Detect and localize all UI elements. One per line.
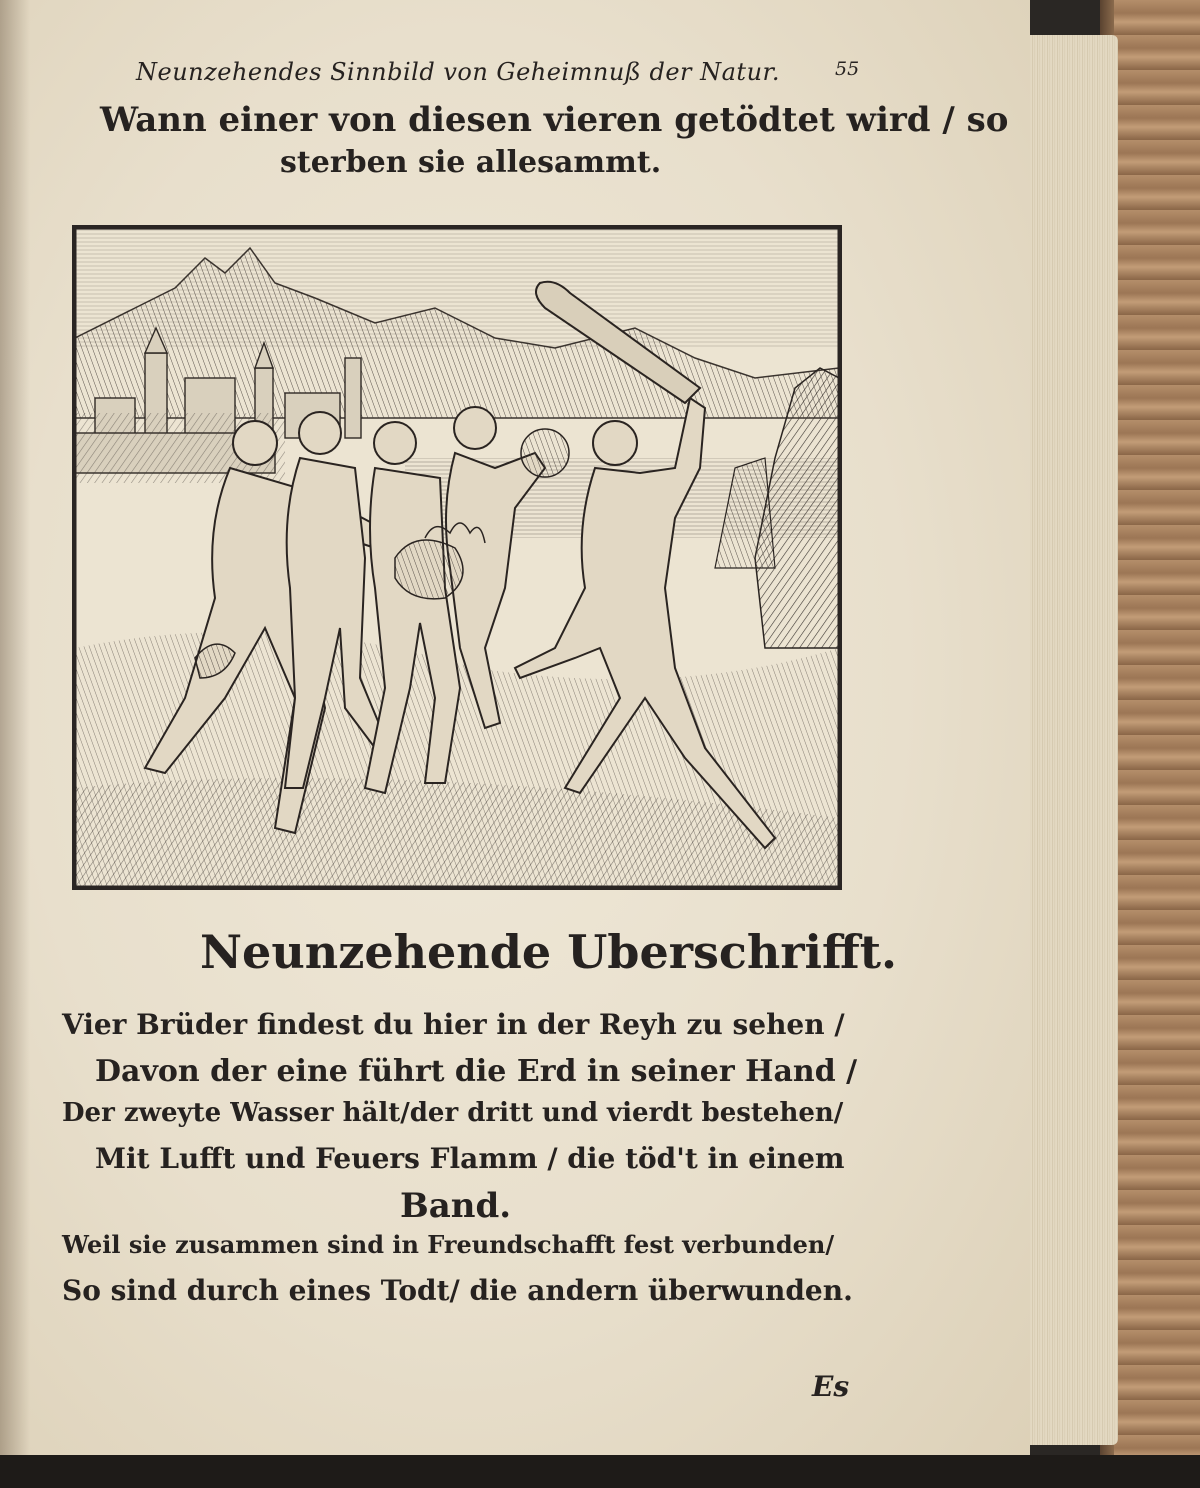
catchword: Es <box>812 1370 850 1403</box>
page-number: 55 <box>835 58 860 80</box>
verse-line-2: Davon der eine führt die Erd in seiner Hand / <box>95 1054 858 1089</box>
verse-line-5: Band. <box>400 1186 512 1226</box>
emblem-title-line-1: Wann einer von diesen vieren getödtet wird / so <box>100 100 1009 140</box>
verse-line-7: So sind durch eines Todt/ die andern überwunden. <box>62 1274 853 1307</box>
spine-shadow <box>0 0 30 1488</box>
engraving-illustration <box>72 225 842 890</box>
verse-line-6: Weil sie zusammen sind in Freundschafft fest verbunden/ <box>62 1230 835 1259</box>
bottom-shadow <box>0 1455 1200 1488</box>
epigram-heading: Neunzehende Uberschrifft. <box>200 925 898 979</box>
running-header: Neunzehendes Sinnbild von Geheimnuß der Natur. <box>135 58 780 86</box>
engraving-illustration-icon <box>75 228 839 887</box>
verse-line-1: Vier Brüder findest du hier in der Reyh zu sehen / <box>62 1008 845 1041</box>
verse-line-4: Mit Lufft und Feuers Flamm / die töd't in einem <box>95 1142 845 1175</box>
verse-line-3: Der zweyte Wasser hält/der dritt und vierdt bestehen/ <box>62 1098 844 1128</box>
emblem-title-line-2: sterben sie allesammt. <box>280 145 662 180</box>
book-cover <box>1105 0 1200 1488</box>
